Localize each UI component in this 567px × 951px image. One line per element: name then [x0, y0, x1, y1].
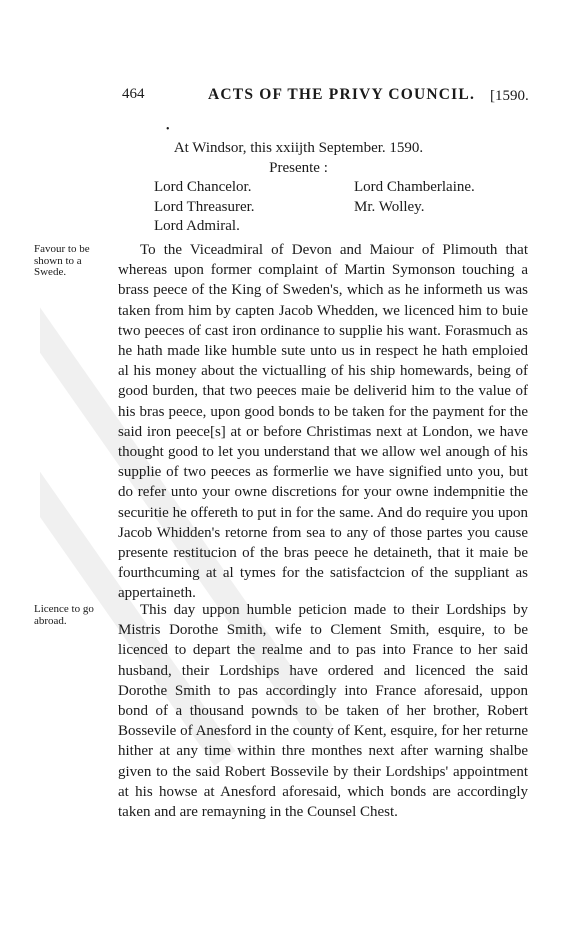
- attendee: Lord Admiral.: [154, 218, 240, 234]
- margin-note: Favour to be shown to a Swede.: [34, 243, 90, 278]
- attendees-right-column: [354, 178, 475, 217]
- meeting-dateline: At Windsor, this xxiijth September. 1590.: [173, 140, 424, 156]
- attendee: Lord Chancelor.: [154, 179, 252, 195]
- header-year: [1590.: [490, 88, 529, 104]
- attendee: Lord Threasurer.: [154, 198, 255, 215]
- running-title: ACTS OF THE PRIVY COUNCIL.: [208, 86, 476, 103]
- margin-note: Licence to go abroad.: [34, 603, 94, 627]
- ink-dot: •: [166, 124, 170, 135]
- attendees-left-column: [154, 178, 255, 237]
- attendee: Lord Chamberlaine.: [354, 179, 475, 195]
- attendee: Mr. Wolley.: [354, 198, 425, 215]
- presente-label: Presente :: [269, 160, 328, 176]
- entry-text: This day uppon humble peticion made to their Lordships by Mistris Dorothe Smith, wife to Clement Smith, esquire, to be licenced to depart the realme and to pas into France to her said husband, their Lordships have ordered and licenced the said Dorothe Smith to pas accordingly into France aforesaid, uppon bond of a thousand pownds to be taken of her brother, Robert Bossevile of Anesford in the county of Kent, esquire, for her returne hither at any time within thre monthes next after warning shalbe given to the said Robert Bossevile by their Lordships' appointment at his howse at Anesford aforesaid, which bonds are accordingly taken and are remayning in the Counsel Chest.: [118, 602, 528, 821]
- entry-paragraph: [118, 600, 528, 822]
- page-header: [122, 86, 542, 110]
- page-number: 464: [122, 86, 145, 102]
- entry-text: To the Viceadmiral of Devon and Maiour of Plimouth that whereas upon former complaint of Martin Symonson touching a brass peece of the King of Sweden's, which as he informeth us was taken from him by capten Jacob Whedden, we licenced him to buie two peeces of cast iron ordinance to supplie his want. Forasmuch as he hath made like humble sute unto us in respect he hath emploied al his money about the victualling of his ship homewards, being of good burden, that two peeces maie be deliverid him to the value of his bras peece, upon good bonds to be taken for the payment for the said iron peece[s] at or before Christimas next at London, we have thought good to let you understand that we allow wel anough of his supplie of two peeces as formerlie we have signified unto you, but do refer unto your owne discretions for your owne indempnitie the securitie he offereth to put in for the same. And do require you upon Jacob Whidden's retorne from sea to any of those partes you cause presente restitucion of the bras peece he detaineth, that it maie be fourthcuming at al tymes for the satisfactcion of the suppliant as appertaineth.: [118, 242, 528, 602]
- entry-paragraph: [118, 240, 528, 604]
